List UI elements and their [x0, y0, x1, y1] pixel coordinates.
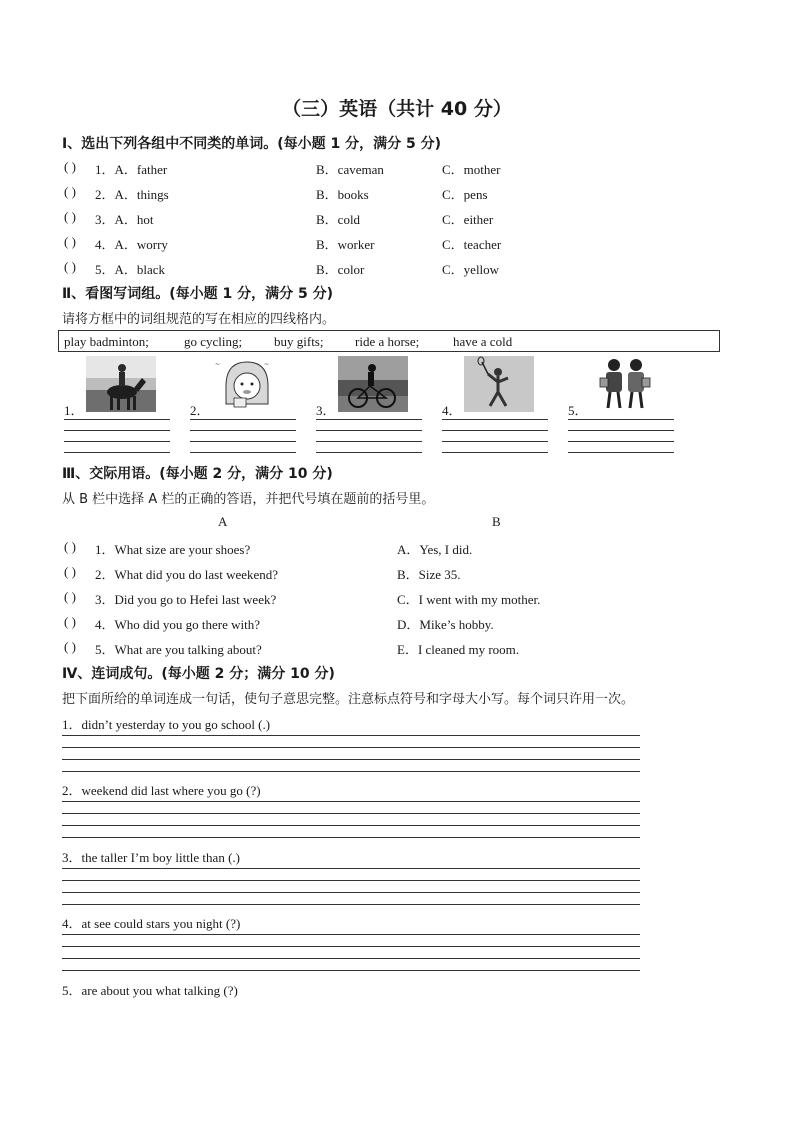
picture-number: 5． [568, 403, 588, 418]
question-text: 2．What did you do last weekend? [95, 567, 279, 582]
option-c: C．yellow [442, 262, 500, 277]
cyclist-image [338, 356, 408, 412]
girl-with-cold-image [212, 356, 282, 412]
scrambled-sentence: 1．didn’t yesterday to you go school (.) [62, 717, 271, 732]
phrase-item: have a cold [453, 334, 513, 349]
option-c: C．teacher [442, 237, 502, 252]
picture-number: 2． [190, 403, 210, 418]
question-option-a: 3．A．hot [95, 212, 154, 227]
scrambled-sentence: 5．are about you what talking (?) [62, 983, 238, 998]
four-line-grid[interactable] [316, 419, 422, 453]
svg-text:~: ~ [215, 361, 221, 368]
question-text: 3．Did you go to Hefei last week? [95, 592, 277, 607]
four-line-grid[interactable] [442, 419, 548, 453]
section4-instruction: 把下面所给的单词连成一句话，使句子意思完整。注意标点符号和字母大小写。每个词只许用一次。 [62, 692, 635, 707]
question-option-a: 5．A．black [95, 262, 166, 277]
scrambled-sentence: 3．the taller I’m boy little than (.) [62, 850, 240, 865]
option-c: C．mother [442, 162, 501, 177]
phrase-item: ride a horse; [355, 334, 420, 349]
answer-blank[interactable]: ( ) [64, 184, 76, 199]
picture-number: 4． [442, 403, 462, 418]
four-line-grid[interactable] [190, 419, 296, 453]
section4-heading: Ⅳ、连词成句。(每小题 2 分；满分 10 分) [62, 666, 335, 682]
answer-blank[interactable]: ( ) [64, 639, 76, 654]
option-c: C．either [442, 212, 494, 227]
svg-text:~: ~ [264, 361, 270, 368]
answer-option: A．Yes, I did. [397, 542, 473, 557]
horse-rider-image [86, 356, 156, 412]
option-c: C．pens [442, 187, 488, 202]
answer-blank[interactable]: ( ) [64, 259, 76, 274]
answer-option: D．Mike’s hobby. [397, 617, 494, 632]
scrambled-sentence: 4．at see could stars you night (?) [62, 916, 241, 931]
picture-number: 3． [316, 403, 336, 418]
section1-heading: Ⅰ、选出下列各组中不同类的单词。(每小题 1 分，满分 5 分) [62, 136, 441, 152]
answer-option: E．I cleaned my room. [397, 642, 520, 657]
section3-heading: Ⅲ、交际用语。(每小题 2 分，满分 10 分) [62, 466, 333, 482]
phrase-item: play badminton; [64, 334, 149, 349]
question-option-a: 1．A．father [95, 162, 168, 177]
phrase-item: go cycling; [184, 334, 243, 349]
four-line-grid[interactable] [568, 419, 674, 453]
four-line-grid[interactable] [64, 419, 170, 453]
option-b: B．books [316, 187, 369, 202]
answer-blank[interactable]: ( ) [64, 614, 76, 629]
section3-instruction: 从 B 栏中选择 A 栏的正确的答语，并把代号填在题前的括号里。 [62, 492, 435, 507]
answer-blank[interactable]: ( ) [64, 234, 76, 249]
answer-option: C．I went with my mother. [397, 592, 541, 607]
phrase-box [58, 330, 720, 352]
page-title: （三）英语（共计 40 分） [282, 98, 512, 120]
option-b: B．cold [316, 212, 361, 227]
option-b: B．color [316, 262, 365, 277]
option-b: B．worker [316, 237, 375, 252]
question-text: 1．What size are your shoes? [95, 542, 251, 557]
answer-option: B．Size 35. [397, 567, 461, 582]
answer-blank[interactable]: ( ) [64, 159, 76, 174]
picture-number: 1． [64, 403, 84, 418]
scrambled-sentence: 2．weekend did last where you go (?) [62, 783, 261, 798]
answer-blank[interactable]: ( ) [64, 589, 76, 604]
question-option-a: 4．A．worry [95, 237, 168, 252]
section2-instruction: 请将方框中的词组规范的写在相应的四线格内。 [62, 312, 336, 327]
shopping-couple-image [590, 356, 660, 412]
section2-heading: Ⅱ、看图写词组。(每小题 1 分，满分 5 分) [62, 286, 333, 302]
answer-blank[interactable]: ( ) [64, 539, 76, 554]
column-b-header: B [492, 514, 501, 529]
answer-blank[interactable]: ( ) [64, 564, 76, 579]
column-a-header: A [218, 514, 228, 529]
option-b: B．caveman [316, 162, 384, 177]
phrase-item: buy gifts; [274, 334, 324, 349]
badminton-player-image [464, 356, 534, 412]
question-text: 5．What are you talking about? [95, 642, 262, 657]
question-text: 4．Who did you go there with? [95, 617, 260, 632]
answer-blank[interactable]: ( ) [64, 209, 76, 224]
question-option-a: 2．A．things [95, 187, 169, 202]
